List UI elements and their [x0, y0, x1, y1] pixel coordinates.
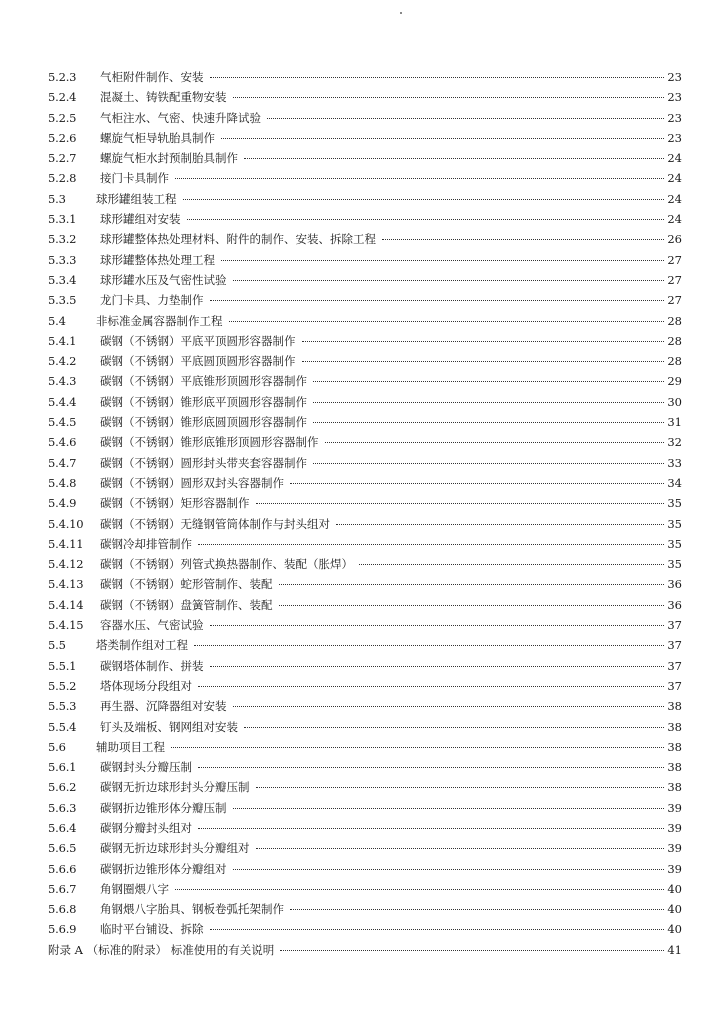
toc-entry-page-number: 32	[667, 435, 682, 450]
toc-entry-number: 5.4	[48, 313, 66, 328]
dot-leader	[382, 239, 664, 240]
dot-leader	[267, 118, 664, 119]
toc-entry-page-number: 41	[667, 942, 682, 957]
toc-entry-number: 5.4.6	[48, 435, 77, 450]
toc-entry[interactable]	[48, 818, 682, 838]
toc-entry-page-number: 37	[667, 658, 682, 673]
toc-entry-page-number: 28	[667, 333, 682, 348]
toc-entry-number: 5.4.3	[48, 374, 77, 389]
toc-entry-number: 5.4.13	[48, 577, 84, 592]
toc-entry-number: 5.4.11	[48, 536, 84, 551]
toc-entry-number: 5.4.1	[48, 333, 77, 348]
toc-entry-title: 再生器、沉降器组对安装	[100, 699, 227, 714]
toc-entry-number: 5.2.6	[48, 130, 77, 145]
toc-entry-page-number: 37	[667, 678, 682, 693]
toc-entry-page-number: 38	[667, 780, 682, 795]
dot-leader	[244, 158, 664, 159]
toc-entry-title: 接门卡具制作	[100, 171, 169, 186]
toc-entry-title: 螺旋气柜导轨胎具制作	[100, 130, 215, 145]
toc-entry-page-number: 24	[667, 212, 682, 227]
toc-entry-number: 5.6.5	[48, 841, 77, 856]
toc-entry-page-number: 30	[667, 394, 682, 409]
toc-entry-title: 龙门卡具、力垫制作	[100, 293, 204, 308]
toc-entry-title: 球形罐组装工程	[96, 191, 177, 206]
toc-entry-page-number: 35	[667, 557, 682, 572]
toc-entry-title: 球形罐整体热处理工程	[100, 252, 215, 267]
toc-entry-number: 5.2.7	[48, 151, 77, 166]
toc-entry-title: 碳钢（不锈钢）平底锥形顶圆形容器制作	[100, 374, 307, 389]
toc-entry-title: 混凝土、铸铁配重物安装	[100, 90, 227, 105]
toc-entry-title: 碳钢（不锈钢）锥形底圆顶圆形容器制作	[100, 415, 307, 430]
dot-leader	[175, 889, 664, 890]
dot-leader	[313, 463, 664, 464]
toc-entry-title: 碳钢（不锈钢）矩形容器制作	[100, 496, 250, 511]
toc-entry-title: 角钢煨八字胎具、钢板卷弧托架制作	[100, 902, 284, 917]
dot-leader	[198, 544, 664, 545]
toc-entry[interactable]	[48, 453, 682, 473]
toc-entry-page-number: 27	[667, 272, 682, 287]
toc-entry-page-number: 23	[667, 70, 682, 84]
toc-entry-title: 碳钢无折边球形封头分瓣组对	[100, 841, 250, 856]
toc-entry[interactable]	[48, 473, 682, 493]
toc-entry-page-number: 37	[667, 638, 682, 653]
toc-entry-page-number: 23	[667, 90, 682, 105]
toc-entry-title: 球形罐组对安装	[100, 212, 181, 227]
dot-leader	[171, 747, 664, 748]
toc-entry-number: 5.3.2	[48, 232, 77, 247]
scan-speck	[400, 12, 402, 14]
toc-entry-page-number: 36	[667, 577, 682, 592]
toc-entry-number: 5.2.4	[48, 90, 77, 105]
toc-entry-number: 5.4.8	[48, 475, 77, 490]
toc-entry-number: 5.3	[48, 191, 66, 206]
toc-entry-title: 临时平台铺设、拆除	[100, 922, 204, 937]
toc-entry[interactable]	[48, 148, 682, 168]
toc-entry[interactable]	[48, 270, 682, 290]
toc-entry-page-number: 38	[667, 699, 682, 714]
toc-entry-number: 5.2.8	[48, 171, 77, 186]
toc-entry[interactable]	[48, 290, 682, 310]
toc-entry[interactable]	[48, 676, 682, 696]
toc-entry-title: 容器水压、气密试验	[100, 618, 204, 633]
toc-entry-title: 螺旋气柜水封预制胎具制作	[100, 151, 238, 166]
toc-entry-page-number: 38	[667, 760, 682, 775]
toc-entry-title: 碳钢封头分瓣压制	[100, 760, 192, 775]
toc-entry-title: 附录 A （标准的附录） 标准使用的有关说明	[48, 942, 275, 957]
toc-entry-page-number: 26	[667, 232, 682, 247]
dot-leader	[198, 767, 664, 768]
toc-entry[interactable]	[48, 879, 682, 899]
toc-entry-title: 碳钢（不锈钢）无缝钢管筒体制作与封头组对	[100, 516, 330, 531]
toc-entry-page-number: 39	[667, 800, 682, 815]
toc-entry-title: 碳钢（不锈钢）列管式换热器制作、装配（胀焊）	[100, 557, 353, 572]
toc-entry[interactable]	[48, 311, 682, 331]
toc-entry-title: 碳钢（不锈钢）圆形封头带夹套容器制作	[100, 455, 307, 470]
toc-entry[interactable]	[48, 838, 682, 858]
dot-leader	[198, 686, 664, 687]
toc-entry[interactable]	[48, 798, 682, 818]
toc-entry[interactable]	[48, 717, 682, 737]
dot-leader	[183, 199, 665, 200]
toc-entry-number: 5.4.7	[48, 455, 77, 470]
toc-entry[interactable]	[48, 859, 682, 879]
dot-leader	[279, 584, 665, 585]
toc-entry-number: 5.5.2	[48, 678, 77, 693]
toc-entry-page-number: 36	[667, 597, 682, 612]
toc-entry[interactable]	[48, 656, 682, 676]
toc-entry-title: 碳钢（不锈钢）圆形双封头容器制作	[100, 475, 284, 490]
dot-leader	[256, 787, 665, 788]
dot-leader	[210, 300, 665, 301]
toc-entry-number: 5.5.4	[48, 719, 77, 734]
toc-entry-page-number: 35	[667, 516, 682, 531]
toc-entry-title: 碳钢（不锈钢）锥形底平顶圆形容器制作	[100, 394, 307, 409]
toc-entry[interactable]	[48, 168, 682, 188]
dot-leader	[187, 219, 665, 220]
toc-entry-page-number: 31	[667, 415, 682, 430]
toc-entry[interactable]	[48, 595, 682, 615]
dot-leader	[210, 929, 665, 930]
toc-entry[interactable]	[48, 412, 682, 432]
toc-entry[interactable]	[48, 371, 682, 391]
dot-leader	[256, 848, 665, 849]
toc-entry-title: 辅助项目工程	[96, 739, 165, 754]
toc-entry-number: 5.3.3	[48, 252, 77, 267]
dot-leader	[210, 666, 665, 667]
toc-entry-page-number: 37	[667, 618, 682, 633]
toc-entry-title: 非标准金属容器制作工程	[96, 313, 223, 328]
toc-entry-page-number: 27	[667, 293, 682, 308]
dot-leader	[302, 341, 665, 342]
dot-leader	[233, 869, 665, 870]
dot-leader	[233, 706, 665, 707]
dot-leader	[359, 564, 664, 565]
toc-entry[interactable]	[48, 493, 682, 513]
toc-entry-page-number: 23	[667, 130, 682, 145]
dot-leader	[313, 402, 664, 403]
dot-leader	[290, 483, 664, 484]
toc-entry[interactable]	[48, 87, 682, 107]
toc-entry[interactable]	[48, 635, 682, 655]
toc-entry-page-number: 38	[667, 719, 682, 734]
toc-entry-title: 气柜附件制作、安装	[100, 70, 204, 84]
toc-entry-page-number: 24	[667, 151, 682, 166]
toc-entry-number: 5.4.10	[48, 516, 84, 531]
toc-entry-title: 塔体现场分段组对	[100, 678, 192, 693]
toc-entry-number: 5.4.12	[48, 557, 84, 572]
toc-entry-page-number: 40	[667, 881, 682, 896]
toc-entry-number: 5.6.2	[48, 780, 77, 795]
toc-entry-number: 5.5.3	[48, 699, 77, 714]
dot-leader	[244, 727, 664, 728]
dot-leader	[210, 77, 665, 78]
toc-entry-number: 5.2.5	[48, 110, 77, 125]
toc-entry-number: 5.3.4	[48, 272, 77, 287]
toc-entry[interactable]	[48, 534, 682, 554]
toc-entry[interactable]	[48, 432, 682, 452]
dot-leader	[313, 381, 664, 382]
toc-entry-page-number: 27	[667, 252, 682, 267]
toc-entry-title: 碳钢折边锥形体分瓣组对	[100, 861, 227, 876]
toc-entry-page-number: 39	[667, 841, 682, 856]
toc-entry-number: 5.5	[48, 638, 66, 653]
toc-entry-title: 球形罐水压及气密性试验	[100, 272, 227, 287]
toc-entry[interactable]	[48, 514, 682, 534]
toc-entry-number: 5.3.1	[48, 212, 77, 227]
toc-entry[interactable]	[48, 574, 682, 594]
toc-entry[interactable]	[48, 737, 682, 757]
toc-entry-title: 球形罐整体热处理材料、附件的制作、安装、拆除工程	[100, 232, 376, 247]
toc-entry[interactable]	[48, 919, 682, 939]
toc-entry-page-number: 33	[667, 455, 682, 470]
toc-entry[interactable]	[48, 757, 682, 777]
toc-entry-title: 碳钢（不锈钢）锥形底锥形顶圆形容器制作	[100, 435, 319, 450]
toc-entry-page-number: 40	[667, 902, 682, 917]
toc-entry[interactable]	[48, 128, 682, 148]
toc-entry-title: 碳钢（不锈钢）平底圆顶圆形容器制作	[100, 354, 296, 369]
toc-entry-number: 5.4.9	[48, 496, 77, 511]
toc-entry-number: 5.4.4	[48, 394, 77, 409]
toc-entry[interactable]	[48, 209, 682, 229]
toc-entry-title: 碳钢折边锥形体分瓣压制	[100, 800, 227, 815]
toc-entry[interactable]	[48, 229, 682, 249]
toc-entry-title: 碳钢塔体制作、拼装	[100, 658, 204, 673]
toc-entry-title: 气柜注水、气密、快速升降试验	[100, 110, 261, 125]
dot-leader	[280, 950, 664, 951]
toc-entry-page-number: 39	[667, 820, 682, 835]
dot-leader	[233, 280, 665, 281]
toc-entry-title: 碳钢分瓣封头组对	[100, 820, 192, 835]
dot-leader	[336, 524, 664, 525]
toc-entry-number: 5.4.14	[48, 597, 84, 612]
toc-entry-page-number: 29	[667, 374, 682, 389]
toc-entry-appendix[interactable]	[48, 940, 682, 960]
toc-entry-number: 5.6.6	[48, 861, 77, 876]
toc-entry-title: 碳钢（不锈钢）盘簧管制作、装配	[100, 597, 273, 612]
toc-entry[interactable]	[48, 351, 682, 371]
toc-entry[interactable]	[48, 250, 682, 270]
toc-entry[interactable]	[48, 899, 682, 919]
toc-entry-number: 5.6.3	[48, 800, 77, 815]
toc-entry-title: 钉头及端板、钢网组对安装	[100, 719, 238, 734]
dot-leader	[313, 422, 664, 423]
dot-leader	[256, 503, 665, 504]
table-of-contents	[48, 67, 682, 960]
dot-leader	[229, 321, 665, 322]
toc-entry-number: 5.6.1	[48, 760, 77, 775]
toc-entry-title: 碳钢冷却排管制作	[100, 536, 192, 551]
toc-entry-number: 5.6.8	[48, 902, 77, 917]
toc-entry-number: 5.2.3	[48, 70, 77, 84]
toc-entry-page-number: 35	[667, 536, 682, 551]
dot-leader	[302, 361, 665, 362]
toc-entry-number: 5.3.5	[48, 293, 77, 308]
toc-entry-page-number: 28	[667, 313, 682, 328]
toc-entry-page-number: 24	[667, 191, 682, 206]
toc-entry-title: 碳钢（不锈钢）蛇形管制作、装配	[100, 577, 273, 592]
toc-entry-page-number: 28	[667, 354, 682, 369]
toc-entry-page-number: 39	[667, 861, 682, 876]
toc-entry-number: 5.4.5	[48, 415, 77, 430]
toc-entry[interactable]	[48, 777, 682, 797]
toc-entry[interactable]	[48, 189, 682, 209]
dot-leader	[233, 97, 665, 98]
dot-leader	[210, 625, 665, 626]
toc-entry-number: 5.4.15	[48, 618, 84, 633]
dot-leader	[221, 138, 664, 139]
dot-leader	[290, 909, 664, 910]
toc-entry[interactable]	[48, 615, 682, 635]
toc-entry[interactable]	[48, 331, 682, 351]
toc-entry-number: 5.6.4	[48, 820, 77, 835]
dot-leader	[233, 808, 665, 809]
toc-entry[interactable]	[48, 392, 682, 412]
toc-entry-number: 5.4.2	[48, 354, 77, 369]
dot-leader	[175, 178, 664, 179]
toc-entry-page-number: 40	[667, 922, 682, 937]
toc-entry-page-number: 35	[667, 496, 682, 511]
toc-entry-page-number: 34	[667, 475, 682, 490]
toc-entry-title: 碳钢（不锈钢）平底平顶圆形容器制作	[100, 333, 296, 348]
dot-leader	[221, 260, 664, 261]
dot-leader	[279, 605, 665, 606]
toc-entry[interactable]	[48, 67, 682, 87]
toc-entry-page-number: 38	[667, 739, 682, 754]
toc-entry-number: 5.6.9	[48, 922, 77, 937]
toc-entry-page-number: 24	[667, 171, 682, 186]
toc-entry-number: 5.5.1	[48, 658, 77, 673]
dot-leader	[194, 645, 664, 646]
toc-entry-number: 5.6.7	[48, 881, 77, 896]
toc-entry-page-number: 23	[667, 110, 682, 125]
toc-entry-number: 5.6	[48, 739, 66, 754]
toc-entry[interactable]	[48, 554, 682, 574]
toc-entry[interactable]	[48, 696, 682, 716]
toc-entry-title: 角钢圈煨八字	[100, 881, 169, 896]
toc-entry[interactable]	[48, 108, 682, 128]
dot-leader	[325, 442, 665, 443]
toc-entry-title: 碳钢无折边球形封头分瓣压制	[100, 780, 250, 795]
toc-entry-title: 塔类制作组对工程	[96, 638, 188, 653]
dot-leader	[198, 828, 664, 829]
